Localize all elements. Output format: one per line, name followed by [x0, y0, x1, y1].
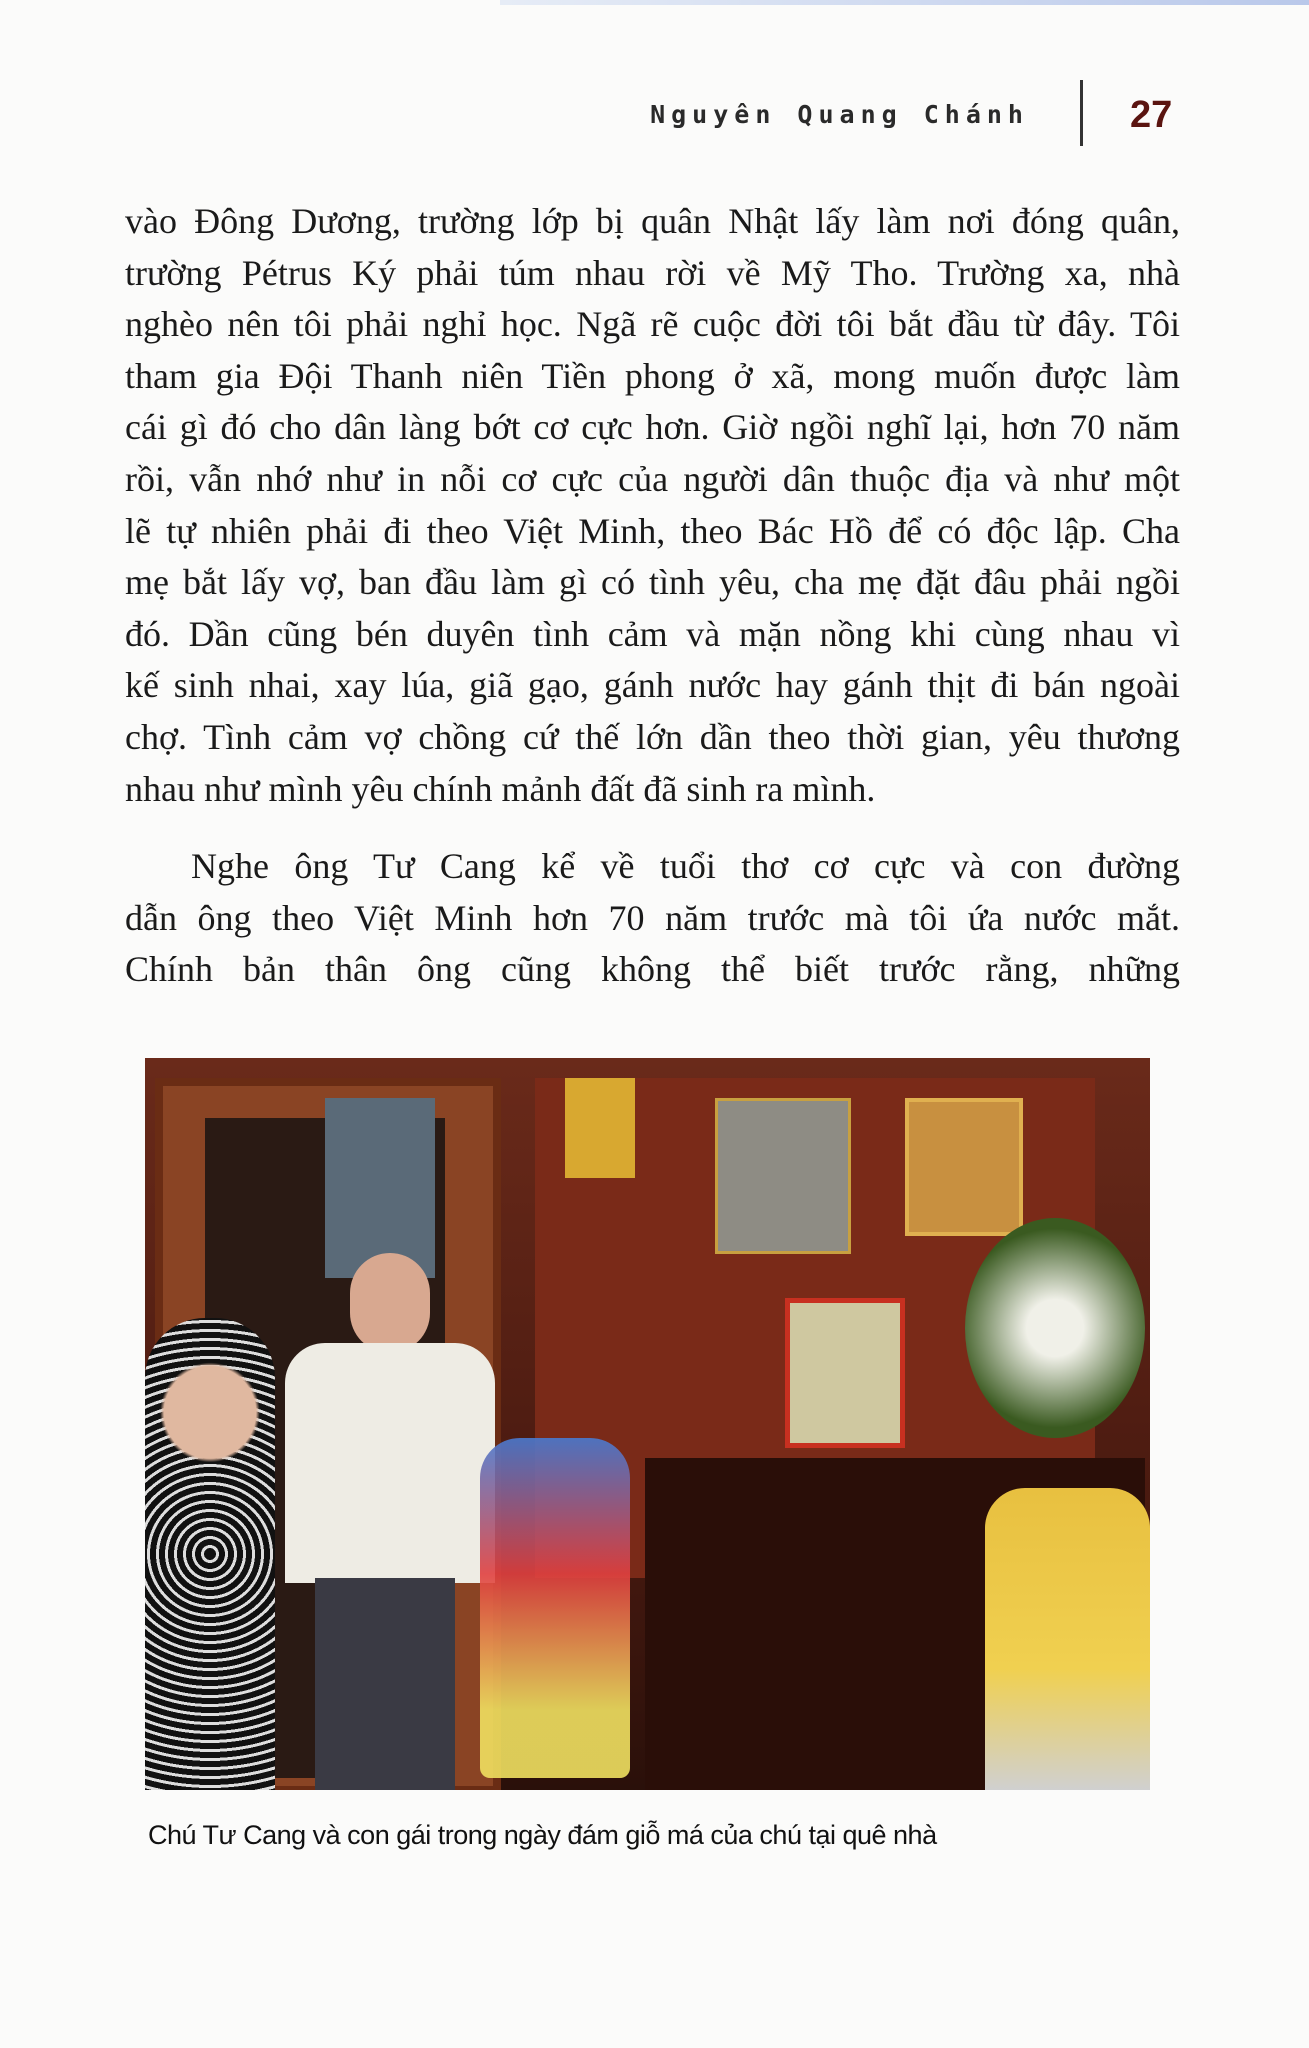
body-text — [125, 196, 1180, 996]
text-line: vào Đông Dương, trường lớp bị quân Nhật lấy làm nơi đóng quân, — [125, 201, 1180, 241]
text-line: chợ. Tình cảm vợ chồng cứ thế lớn dần theo thời gian, yêu thương — [125, 716, 1180, 757]
text-line: mẹ bắt lấy vợ, ban đầu làm gì có tình yêu, cha mẹ đặt đâu phải ngồi — [125, 562, 1180, 603]
text-line: đó. Dần cũng bén duyên tình cảm và mặn nồng khi cùng nhau vì — [125, 613, 1180, 654]
text-line: kế sinh nhai, xay lúa, giã gạo, gánh nước hay gánh thịt đi bán ngoài — [125, 665, 1180, 706]
text-line: nhau như mình yêu chính mảnh đất đã sinh ra mình. — [125, 768, 876, 809]
figure-caption: Chú Tư Cang và con gái trong ngày đám giỗ má của chú tại quê nhà — [148, 1820, 937, 1850]
text-line: Chính bản thân ông cũng không thể biết trước rằng, những — [125, 949, 1180, 990]
text-line: Nghe ông Tư Cang kể về tuổi thơ cơ cực và con đường — [191, 846, 1180, 887]
text-line: rồi, vẫn nhớ như in nỗi cơ cực của người dân thuộc địa và như một — [125, 458, 1180, 499]
paragraph-1 — [125, 196, 1180, 815]
text-line: nghèo nên tôi phải nghỉ học. Ngã rẽ cuộc đời tôi bắt đầu từ đây. Tôi — [125, 304, 1180, 345]
text-line: trường Pétrus Ký phải túm nhau rời về Mỹ Tho. Trường xa, nhà — [125, 252, 1180, 293]
text-line: dẫn ông theo Việt Minh hơn 70 năm trước mà tôi ứa nước mắt. — [125, 897, 1180, 938]
text-line: lẽ tự nhiên phải đi theo Việt Minh, theo Bác Hồ để có độc lập. Cha — [125, 510, 1180, 551]
text-line: tham gia Đội Thanh niên Tiền phong ở xã, mong muốn được làm — [125, 355, 1180, 396]
page-edge-strip — [500, 0, 1309, 5]
paragraph-2 — [125, 841, 1180, 996]
running-head-author: Nguyên Quang Chánh — [650, 100, 1029, 129]
text-line: cái gì đó cho dân làng bớt cơ cực hơn. Giờ ngồi nghĩ lại, hơn 70 năm — [125, 407, 1180, 448]
figure-photo — [145, 1058, 1150, 1790]
header-divider — [1080, 80, 1083, 146]
page-number: 27 — [1130, 94, 1173, 136]
